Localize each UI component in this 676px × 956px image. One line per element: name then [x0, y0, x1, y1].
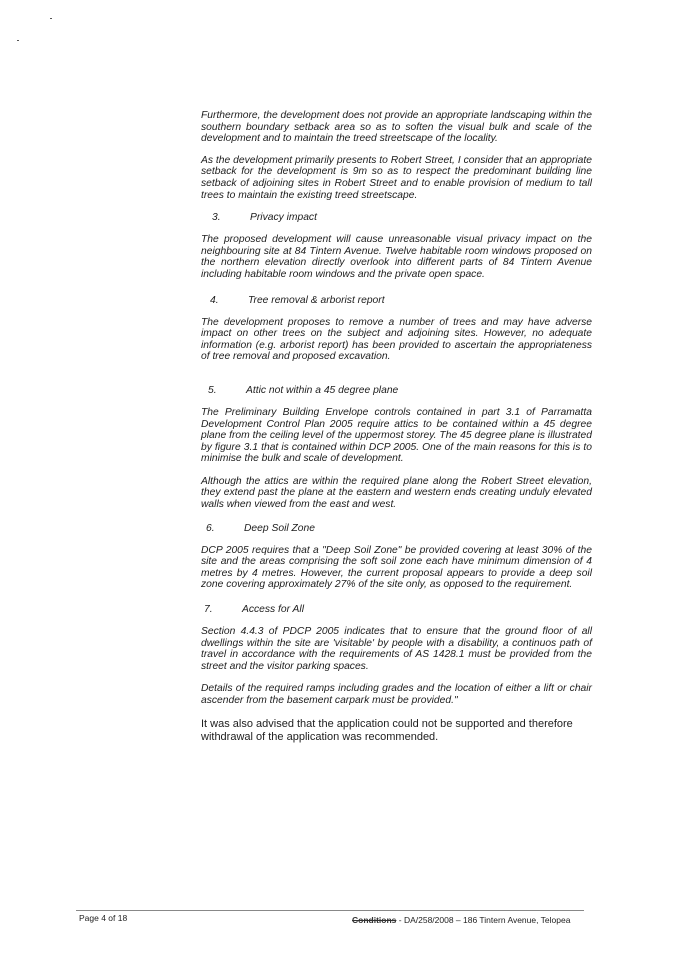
paragraph-trees: The development proposes to remove a number of trees and may have adverse impact on other trees on the subject and adjoining sites. However, no adequate information (e.g. arborist report) has been provided to ascertain the appropriateness of tree removal and proposed excavation.	[201, 316, 592, 363]
paragraph-soil: DCP 2005 requires that a "Deep Soil Zone" be provided covering at least 30% of the site and the areas comprising the soft soil zone each have minimum dimension of 4 metres by 4 metres. However, the current proposal appears to provide a deep soil zone covering approximately 27% of the site only, as opposed to the requirement.	[201, 544, 592, 591]
heading-privacy	[201, 212, 592, 224]
heading-title: Deep Soil Zone	[244, 522, 315, 534]
heading-title: Attic not within a 45 degree plane	[246, 384, 399, 396]
heading-attic	[201, 385, 592, 397]
heading-number: 6.	[206, 522, 215, 534]
scan-speck	[17, 40, 19, 41]
heading-number: 4.	[210, 294, 219, 306]
footer-reference-text: - DA/258/2008 – 186 Tintern Avenue, Telopea	[396, 915, 571, 925]
body-content	[201, 110, 592, 744]
heading-number: 7.	[204, 604, 213, 616]
paragraph-attic-1: The Preliminary Building Envelope controls contained in part 3.1 of Parramatta Development Control Plan 2005 require attics to be contained within a 45 degree plane from the ceiling level of the uppermost storey. The 45 degree plane is illustrated by figure 3.1 that is contained within DCP 2005. One of the main reasons for this is to minimise the bulk and scale of development.	[201, 406, 592, 465]
scan-speck	[50, 18, 52, 19]
footer-page-number: Page 4 of 18	[79, 913, 128, 923]
footer-rule	[76, 910, 584, 911]
paragraph-access-1: Section 4.4.3 of PDCP 2005 indicates that to ensure that the ground floor of all dwellings within the site are 'visitable' by people with a disability, a continuos path of travel in accordance with the requirements of AS 1428.1 must be provided from the street and the visitor parking spaces.	[201, 626, 592, 672]
footer-struck-word: Conditions	[352, 915, 397, 925]
heading-title: Privacy impact	[250, 212, 317, 224]
heading-trees	[201, 295, 592, 307]
paragraph-landscaping: Furthermore, the development does not provide an appropriate landscaping within the southern boundary setback area so as to soften the visual bulk and scale of the development and to maintain the treed streetscape of the locality.	[201, 110, 592, 145]
heading-access	[201, 604, 592, 616]
heading-number: 3.	[212, 212, 221, 224]
heading-title: Access for All	[242, 604, 304, 616]
paragraph-privacy: The proposed development will cause unreasonable visual privacy impact on the neighbouring site at 84 Tintern Avenue. Twelve habitable room windows proposed on the northern elevation directly overlook into different parts of 84 Tintern Avenue including habitable room windows and the private open space.	[201, 234, 592, 280]
heading-soil	[201, 523, 592, 535]
paragraph-attic-2: Although the attics are within the required plane along the Robert Street elevation, they extend past the plane at the eastern and western ends creating unduly elevated walls when viewed from the east and west.	[201, 475, 592, 511]
heading-number: 5.	[208, 384, 217, 396]
paragraph-access-2: Details of the required ramps including grades and the location of either a lift or chair ascender from the basement carpark must be provided."	[201, 683, 592, 706]
footer-reference	[352, 915, 570, 925]
paragraph-closing: It was also advised that the application could not be supported and therefore withdrawal of the application was recommended.	[201, 717, 573, 743]
paragraph-setback: As the development primarily presents to Robert Street, I consider that an appropriate setback for the development is 9m so as to respect the predominant building line setback of adjoining sites in Robert Street and to enable provision of medium to tall trees to maintain the existing treed streetscape.	[201, 154, 592, 201]
heading-title: Tree removal & arborist report	[248, 294, 385, 306]
